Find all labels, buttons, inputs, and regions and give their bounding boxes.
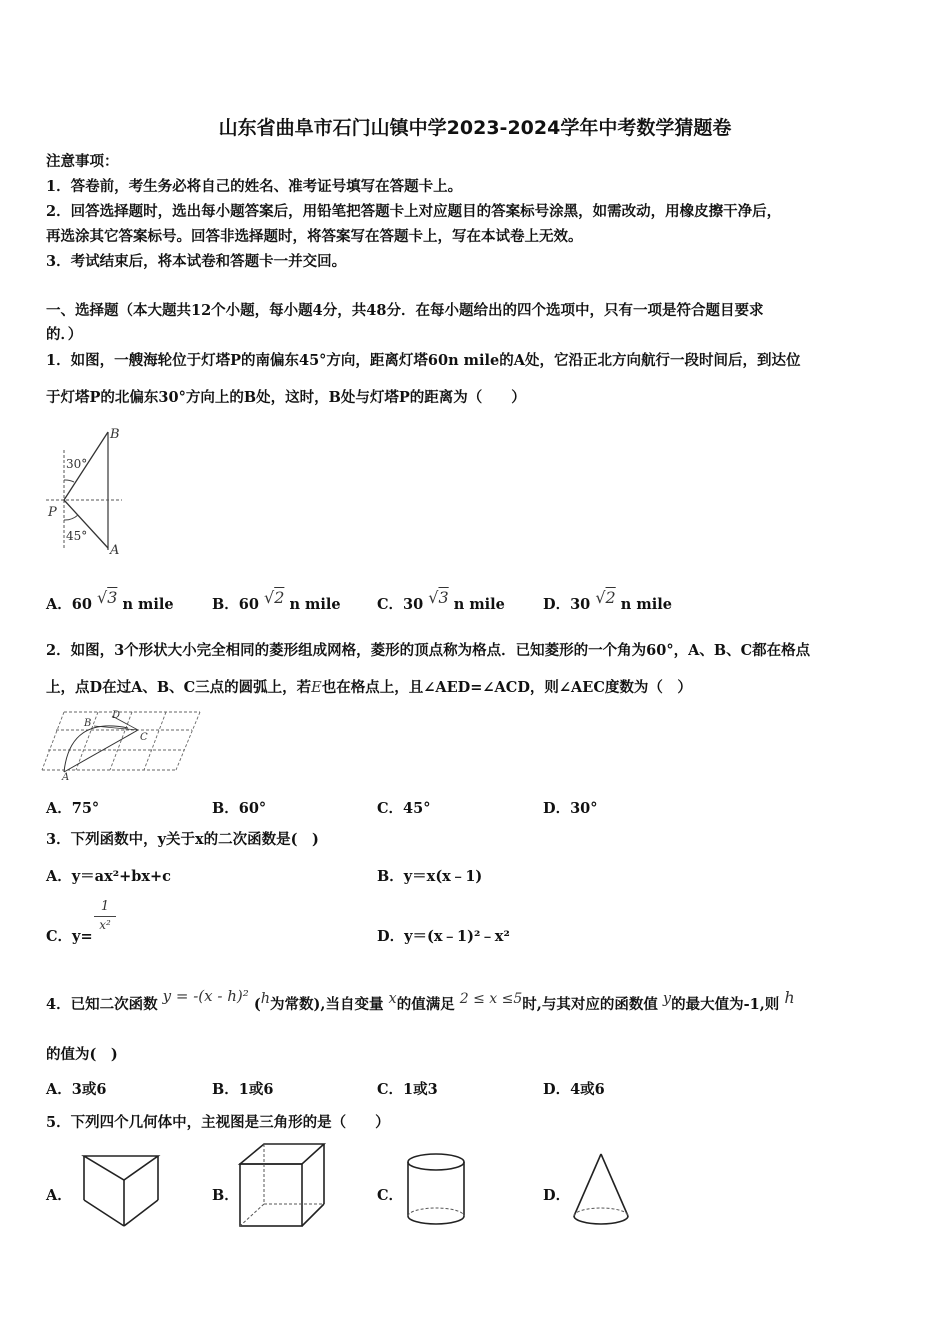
q1-option-b[interactable]: B．60 √2 n mile (212, 588, 341, 613)
q3-option-a[interactable]: A．y＝ax²+bx+c (46, 868, 171, 885)
q4-option-d[interactable]: D．4或6 (543, 1081, 605, 1098)
question-1-stem-cont: 于灯塔P的北偏东30°方向上的B处，这时，B处与灯塔P的距离为（ ） (46, 389, 526, 406)
label-B: B (110, 427, 120, 442)
q2-option-d[interactable]: D．30° (543, 800, 598, 817)
question-2-stem-cont: 上，点D在过A、B、C三点的圆弧上，若E也在格点上，且∠AED=∠ACD，则∠AEC度数为（ ） (46, 679, 692, 696)
notice-item: 再选涂其它答案标号。回答非选择题时，将答案写在答题卡上，写在本试卷上无效。 (46, 228, 583, 245)
q5-option-b[interactable]: B． (212, 1187, 239, 1204)
q4-option-b[interactable]: B．1或6 (212, 1081, 274, 1098)
label-A: A (62, 772, 70, 781)
question-2-stem: 2．如图，3个形状大小完全相同的菱形组成网格，菱形的顶点称为格点．已知菱形的一个角为60°，A、B、C都在格点 (46, 642, 811, 659)
label-C: C (140, 732, 148, 743)
q2-option-a[interactable]: A．75° (46, 800, 100, 817)
section-heading-cont: 的．） (46, 326, 83, 343)
section-heading: 一、选择题（本大题共12个小题，每小题4分，共48分．在每小题给出的四个选项中，只有一项是符合题目要求 (46, 302, 764, 319)
question-4-stem-cont: 的值为( ) (46, 1046, 118, 1063)
angle-30: 30° (66, 457, 88, 471)
q2-option-c[interactable]: C．45° (377, 800, 431, 817)
q4-option-a[interactable]: A．3或6 (46, 1081, 107, 1098)
question-5-stem: 5．下列四个几何体中，主视图是三角形的是（ ） (46, 1114, 390, 1131)
q4-option-c[interactable]: C．1或3 (377, 1081, 438, 1098)
q5-option-d[interactable]: D． (543, 1187, 571, 1204)
cylinder-figure (404, 1150, 470, 1232)
question-3-stem: 3．下列函数中，y关于x的二次函数是( ) (46, 831, 319, 848)
question-1-stem: 1．如图，一艘海轮位于灯塔P的南偏东45°方向，距离灯塔60n mile的A处，它沿正北方向航行一段时间后，到达位 (46, 352, 801, 369)
notice-item: 3．考试结束后，将本试卷和答题卡一并交回。 (46, 253, 347, 270)
q3-option-d[interactable]: D．y＝(x﹣1)²﹣x² (377, 928, 510, 945)
triangular-prism-figure (78, 1148, 166, 1230)
notice-heading: 注意事项： (46, 153, 119, 170)
label-D: D (112, 710, 121, 721)
angle-45: 45° (66, 529, 88, 543)
q3-option-c-fraction: 1 x² (94, 900, 116, 931)
q3-option-c[interactable]: C．y= (46, 928, 93, 945)
q3-option-b[interactable]: B．y＝x(x﹣1) (377, 868, 483, 885)
label-A: A (110, 543, 120, 558)
q1-option-d[interactable]: D．30 √2 n mile (543, 588, 672, 613)
question-4-stem: 4．已知二次函数 y = -(x - h)² (h为常数),当自变量 x的值满足 2 ≤ x ≤5时,与其对应的函数值 y的最大值为-1,则 h (46, 987, 795, 1013)
q5-option-c[interactable]: C． (377, 1187, 404, 1204)
cone-figure (568, 1150, 634, 1232)
question-1-figure (40, 420, 130, 560)
q1-option-a[interactable]: A．60 √3 n mile (46, 588, 174, 613)
question-2-figure (40, 706, 205, 781)
cube-figure (236, 1140, 328, 1230)
label-B: B (84, 718, 92, 729)
notice-item: 2．回答选择题时，选出每小题答案后，用铅笔把答题卡上对应题目的答案标号涂黑，如需改动，用橡皮擦干净后， (46, 203, 782, 220)
q1-option-c[interactable]: C．30 √3 n mile (377, 588, 505, 613)
page-title: 山东省曲阜市石门山镇中学2023-2024学年中考数学猜题卷 (218, 117, 732, 139)
label-P: P (48, 505, 57, 520)
q2-option-b[interactable]: B．60° (212, 800, 267, 817)
q5-option-a[interactable]: A． (46, 1187, 72, 1204)
notice-item: 1．答卷前，考生务必将自己的姓名、准考证号填写在答题卡上。 (46, 178, 463, 195)
